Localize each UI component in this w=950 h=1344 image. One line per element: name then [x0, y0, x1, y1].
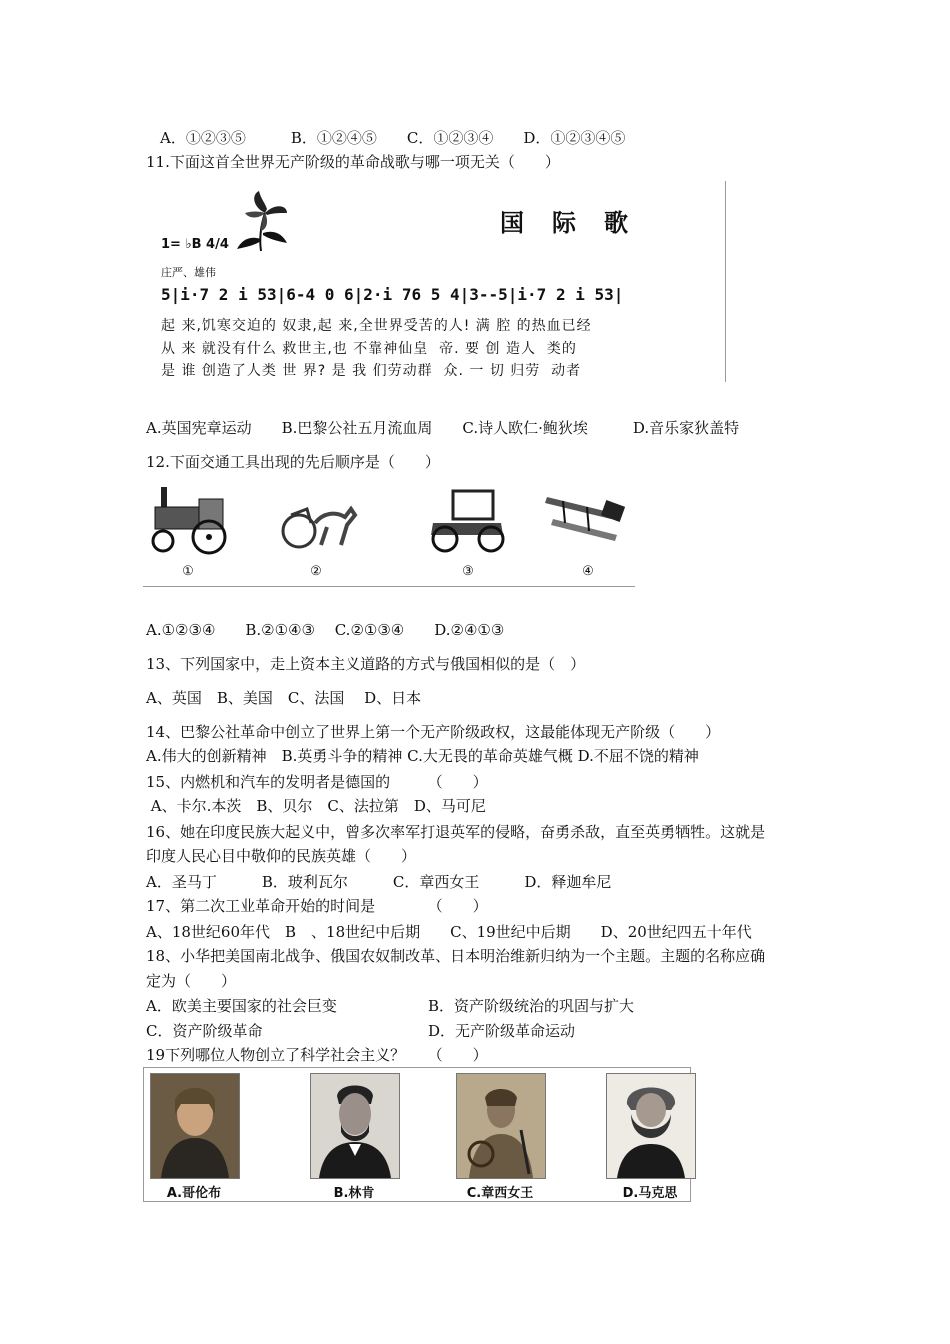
q17-options: A、18世纪60年代 B 、18世纪中后期 C、19世纪中后期 D、20世纪四五十年代	[146, 923, 752, 941]
chariot-icon	[271, 483, 361, 559]
q19-stem: 19下列哪位人物创立了科学社会主义？ （ ）	[146, 1046, 488, 1064]
portrait-frame	[310, 1073, 400, 1179]
q18-option-b: B．资产阶级统治的巩固与扩大	[428, 997, 635, 1015]
flower-icon	[231, 189, 291, 253]
q12-stem: 12.下面交通工具出现的先后顺序是（ ）	[146, 453, 440, 471]
vehicle-steam-tractor	[143, 483, 233, 583]
portrait-label: C.章西女王	[466, 1186, 534, 1201]
q13-stem: 13、下列国家中，走上资本主义道路的方式与俄国相似的是（ ）	[146, 655, 586, 673]
q15-options: A、卡尔.本茨 B、贝尔 C、法拉第 D、马可尼	[146, 797, 486, 815]
portrait-figure-icon	[457, 1074, 545, 1178]
vehicle-label: ①	[182, 564, 194, 579]
biplane-icon	[543, 483, 633, 559]
portrait-label: B.林肯	[333, 1186, 375, 1201]
q18-stem-2: 定为（ ）	[146, 972, 237, 990]
portraits-image	[143, 1067, 691, 1202]
q11-stem: 11.下面这首全世界无产阶级的革命战歌与哪一项无关（ ）	[146, 153, 560, 171]
q16-stem-1: 16、她在印度民族大起义中，曾多次率军打退英军的侵略，奋勇杀敌，直至英勇牺牲。这就是	[146, 823, 766, 841]
anthem-key: 1= ♭B 4/4	[161, 237, 229, 252]
vehicle-chariot	[271, 483, 361, 583]
anthem-lyric-1: 起 来,饥寒交迫的 奴隶,起 来,全世界受苦的人! 满 腔 的热血已经	[161, 318, 592, 334]
q10-options: A．①②③⑤ B．①②④⑤ C．①②③④ D．①②③④⑤	[160, 129, 626, 147]
q15-stem: 15、内燃机和汽车的发明者是德国的 （ ）	[146, 773, 488, 791]
q18-option-a: A．欧美主要国家的社会巨变	[146, 997, 337, 1015]
q13-options: A、英国 B、美国 C、法国 D、日本	[146, 689, 422, 707]
q18-stem-1: 18、小华把美国南北战争、俄国农奴制改革、日本明治维新归纳为一个主题。主题的名称应确	[146, 947, 766, 965]
q14-options: A.伟大的创新精神 B.英勇斗争的精神 C.大无畏的革命英雄气概 D.不屈不饶的精神	[146, 747, 699, 765]
anthem-notes: 5|i·7 2 i 53|6-4 0 6|2·i 76 5 4|3--5|i·7 2 i 53|	[161, 285, 624, 304]
portrait-frame	[150, 1073, 240, 1179]
anthem-title: 国际歌	[500, 209, 656, 237]
anthem-lyric-2: 从 来 就没有什么 救世主,也 不靠神仙皇 帝. 要 创 造人 类的	[161, 341, 577, 357]
q16-stem-2: 印度人民心目中敬仰的民族英雄（ ）	[146, 847, 417, 865]
portrait-figure-icon	[151, 1074, 239, 1178]
portrait-rani-jhansi	[456, 1073, 544, 1201]
portrait-label: A.哥伦布	[166, 1186, 222, 1201]
vehicles-image	[143, 483, 635, 587]
q18-option-d: D．无产阶级革命运动	[428, 1022, 576, 1040]
portrait-frame	[606, 1073, 696, 1179]
q14-stem: 14、巴黎公社革命中创立了世界上第一个无产阶级政权，这最能体现无产阶级（ ）	[146, 723, 721, 741]
portrait-frame	[456, 1073, 546, 1179]
vehicle-label: ②	[310, 564, 322, 579]
portrait-lincoln	[310, 1073, 398, 1201]
steam-tractor-icon	[143, 483, 233, 559]
q12-options: A.①②③④ B.②①④③ C.②①③④ D.②④①③	[146, 621, 505, 639]
q11-options: A.英国宪章运动 B.巴黎公社五月流血周 C.诗人欧仁·鲍狄埃 D.音乐家狄盖特	[146, 419, 740, 437]
vehicle-plane	[543, 483, 633, 583]
car-icon	[423, 483, 513, 559]
anthem-tempo: 庄严、雄伟	[161, 266, 216, 279]
portrait-label: D.马克思	[622, 1186, 678, 1201]
anthem-lyric-3: 是 谁 创造了人类 世 界? 是 我 们劳动群 众. 一 切 归劳 动者	[161, 363, 582, 379]
vehicle-label: ③	[462, 564, 474, 579]
portrait-columbus	[150, 1073, 238, 1201]
anthem-image	[143, 181, 726, 382]
vehicle-label: ④	[582, 564, 594, 579]
q16-options: A．圣马丁 B．玻利瓦尔 C．章西女王 D．释迦牟尼	[146, 873, 612, 891]
q18-option-c: C．资产阶级革命	[146, 1022, 263, 1040]
portrait-figure-icon	[607, 1074, 695, 1178]
vehicle-car	[423, 483, 513, 583]
portrait-marx	[606, 1073, 694, 1201]
portrait-figure-icon	[311, 1074, 399, 1178]
q17-stem: 17、第二次工业革命开始的时间是 （ ）	[146, 897, 488, 915]
